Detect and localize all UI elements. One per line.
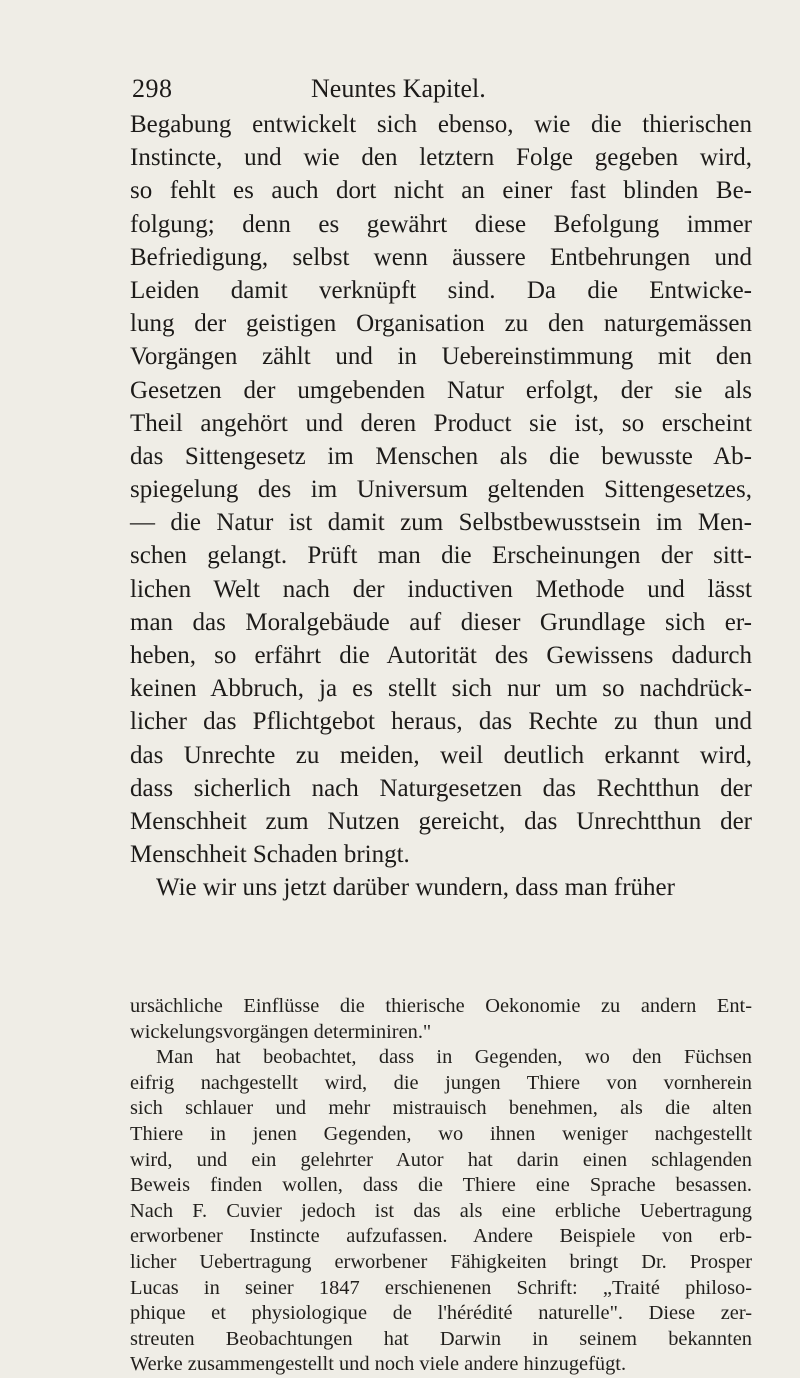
footnote-line: Thiere in jenen Gegenden, wo ihnen weniger nachgestellt — [130, 1122, 752, 1145]
footnote-line: eifrig nachgestellt wird, die jungen Thiere von vornherein — [130, 1071, 752, 1094]
text-line: Theil angehört und deren Product sie ist, so erscheint — [130, 409, 752, 437]
text-line: Begabung entwickelt sich ebenso, wie die thierischen — [130, 111, 752, 138]
text-line: das Unrechte zu meiden, weil deutlich erkannt wird, — [130, 741, 752, 769]
footnote-line: wickelungsvorgängen determiniren." — [130, 1020, 432, 1043]
text-line: man das Moralgebäude auf dieser Grundlage sich er- — [130, 608, 752, 636]
text-line: Menschheit Schaden bringt. — [130, 841, 410, 869]
text-line: folgung; denn es gewährt diese Befolgung immer — [130, 210, 752, 238]
text-line: so fehlt es auch dort nicht an einer fast blinden Be- — [130, 177, 752, 205]
footnote-line: ursächliche Einflüsse die thierische Oekonomie zu andern Ent- — [130, 995, 752, 1017]
text-line: lichen Welt nach der inductiven Methode und lässt — [130, 575, 752, 603]
text-line: Befriedigung, selbst wenn äussere Entbehrungen und — [130, 243, 752, 271]
text-line: Vorgängen zählt und in Uebereinstimmung mit den — [130, 343, 752, 371]
footnote-line: phique et physiologique de l'hérédité naturelle". Diese zer- — [130, 1302, 752, 1325]
footnote-line: wird, und ein gelehrter Autor hat darin einen schlagenden — [130, 1148, 752, 1171]
footnote-line: erworbener Instincte aufzufassen. Andere Beispiele von erb- — [130, 1225, 752, 1248]
text-line: licher das Pflichtgebot heraus, das Rechte zu thun und — [130, 708, 752, 736]
footnote — [130, 994, 752, 1378]
main-text — [130, 108, 752, 905]
running-title: Neuntes Kapitel. — [311, 74, 486, 103]
text-line: Gesetzen der umgebenden Natur erfolgt, der sie als — [130, 376, 752, 404]
text-line: Menschheit zum Nutzen gereicht, das Unrechtthun der — [130, 807, 752, 835]
footnote-line: streuten Beobachtungen hat Darwin in seinem bekannten — [130, 1327, 752, 1350]
footnote-line: sich schlauer und mehr mistrauisch benehmen, als die alten — [130, 1097, 752, 1120]
text-line: Leiden damit verknüpft sind. Da die Entwicke- — [130, 276, 752, 304]
footnote-line: Man hat beobachtet, dass in Gegenden, wo den Füchsen — [156, 1046, 752, 1069]
text-line: lung der geistigen Organisation zu den naturgemässen — [130, 310, 752, 338]
footnote-line: Beweis finden wollen, dass die Thiere eine Sprache besassen. — [130, 1174, 752, 1197]
text-line: Instincte, und wie den letztern Folge gegeben wird, — [130, 144, 752, 172]
text-line: schen gelangt. Prüft man die Erscheinungen der sitt- — [130, 542, 752, 570]
page-header — [130, 74, 750, 108]
text-line: spiegelung des im Universum geltenden Sittengesetzes, — [130, 476, 752, 504]
text-line: das Sittengesetz im Menschen als die bewusste Ab- — [130, 442, 752, 470]
text-line: heben, so erfährt die Autorität des Gewissens dadurch — [130, 642, 752, 669]
footnote-line: Nach F. Cuvier jedoch ist das als eine erbliche Uebertragung — [130, 1199, 752, 1222]
text-line: Wie wir uns jetzt darüber wundern, dass man früher — [156, 874, 675, 902]
text-line: dass sicherlich nach Naturgesetzen das Rechtthun der — [130, 774, 752, 802]
page-number: 298 — [132, 74, 173, 103]
footnote-line: Werke zusammengestellt und noch viele andere hinzugefügt. — [130, 1353, 627, 1376]
text-line: — die Natur ist damit zum Selbstbewusstsein im Men- — [130, 509, 752, 537]
text-line: keinen Abbruch, ja es stellt sich nur um so nachdrück- — [130, 675, 752, 703]
footnote-line: licher Uebertragung erworbener Fähigkeiten bringt Dr. Prosper — [130, 1250, 752, 1273]
footnote-line: Lucas in seiner 1847 erschienenen Schrift: „Traité philoso- — [130, 1276, 752, 1299]
